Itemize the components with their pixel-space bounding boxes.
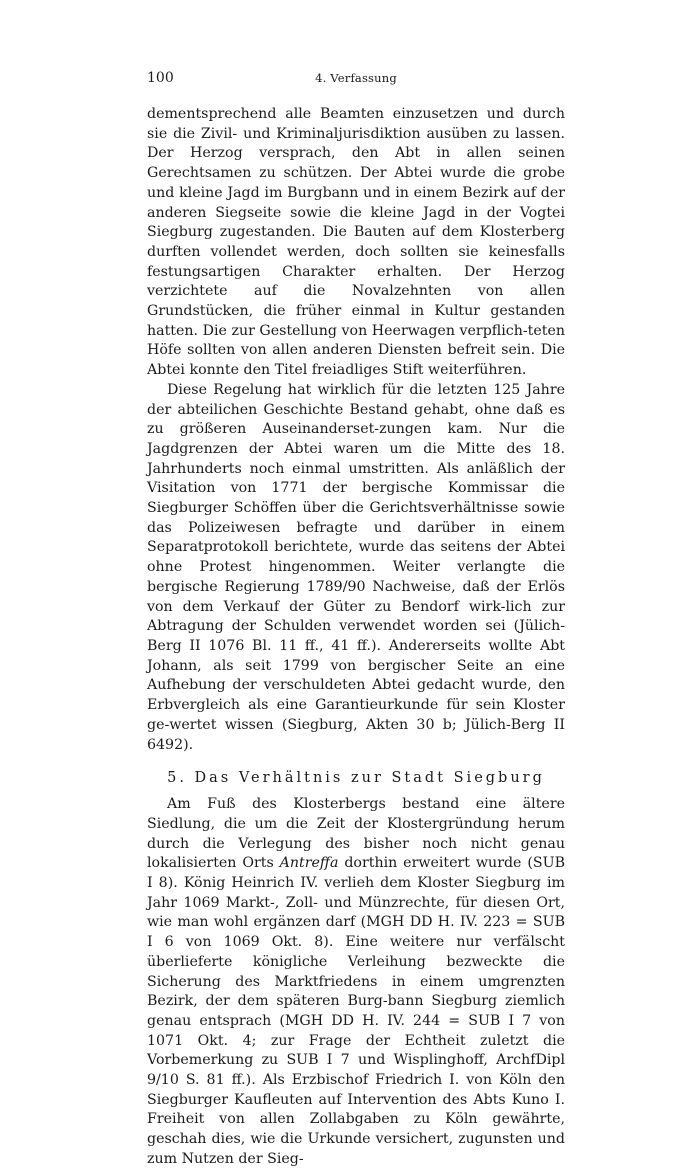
section-heading: 5. Das Verhältnis zur Stadt Siegburg [167,770,545,787]
paragraph-text: dorthin erweitert wurde (SUB I 8). König Heinrich IV. verlieh dem Kloster Siegburg im Jahr 1069 Markt-, Zoll- und Münzrechte, für diesen Ort, wie man wohl ergänzen darf (MGH DD H. IV. 223 = SUB I 6 von 1069 Okt. 8). Eine weitere nur verfälscht überlieferte königliche Verleihung bezweckte die Sicherung des Marktfriedens in einem umgrenzten Bezirk, der dem späteren Burg-bann Siegburg ziemlich genau entsprach (MGH DD H. IV. 244 = SUB I 7 von 1071 Okt. 4; zur Frage der Echtheit zuletzt die Vorbemerkung zu SUB I 7 und Wisplinghoff, ArchfDipl 9/10 S. 81 ff.). Als Erzbischof Friedrich I. von Köln den Siegburger Kaufleuten auf Intervention des Abts Kuno I. Freiheit von allen Zollabgaben zu Köln gewährte, geschah dies, wie die Urkunde versichert, zugunsten und zum Nutzen der Sieg- [147,855,565,1167]
body-paragraph: dementsprechend alle Beamten einzusetzen und durch sie die Zivil- und Kriminaljurisdiktion ausüben zu lassen. Der Herzog versprach, den Abt in allen seinen Gerechtsamen zu schützen. Der Abtei wurde die grobe und kleine Jagd im Burgbann und in einem Bezirk auf der anderen Siegseite sowie die kleine Jagd in der Vogtei Siegburg zugestanden. Die Bauten auf dem Klosterberg durften vollendet werden, doch sollten sie keinesfalls festungsartigen Charakter erhalten. Der Herzog verzichtete auf die Novalzehnten von allen Grundstücken, die früher einmal in Kultur gestanden hatten. Die zur Gestellung von Heerwagen verpflich-teten Höfe sollten von allen anderen Diensten befreit sein. Die Abtei konnte den Titel freiadliges Stift weiterführen. [147,106,565,379]
running-head: 4. Verfassung [315,71,397,85]
paragraph-text: Am Fuß des Klosterbergs bestand eine ältere Siedlung, die um die Zeit der Klostergründung herum durch die Verlegung des bisher noch nicht genau lokalisierten Orts [147,796,565,872]
book-page [147,70,565,1170]
body-paragraph [147,795,565,1169]
page-number: 100 [147,70,174,86]
italic-place-name: Antreffa [279,855,339,872]
page-header [147,70,565,92]
body-paragraph: Diese Regelung hat wirklich für die letzten 125 Jahre der abteilichen Geschichte Bestand gehabt, ohne daß es zu größeren Auseinanderset-zungen kam. Nur die Jagdgrenzen der Abtei waren um die Mitte des 18. Jahrhunderts noch einmal umstritten. Als anläßlich der Visitation von 1771 der bergische Kommissar die Siegburger Schöffen über die Gerichtsverhältnisse sowie das Polizeiwesen befragte und darüber in einem Separatprotokoll berichtete, wurde das seitens der Abtei ohne Protest hingenommen. Weiter verlangte die bergische Regierung 1789/90 Nachweise, daß der Erlös von dem Verkauf der Güter zu Bendorf wirk-lich zur Abtragung der Schulden verwendet worden sei (Jülich-Berg II 1076 Bl. 11 ff., 41 ff.). Andererseits wollte Abt Johann, als seit 1799 von bergischer Seite an eine Aufhebung der verschuldeten Abtei gedacht wurde, den Erbvergleich als eine Garantieurkunde für sein Kloster ge-wertet wissen (Siegburg, Akten 30 b; Jülich-Berg II 6492). [147,381,565,753]
